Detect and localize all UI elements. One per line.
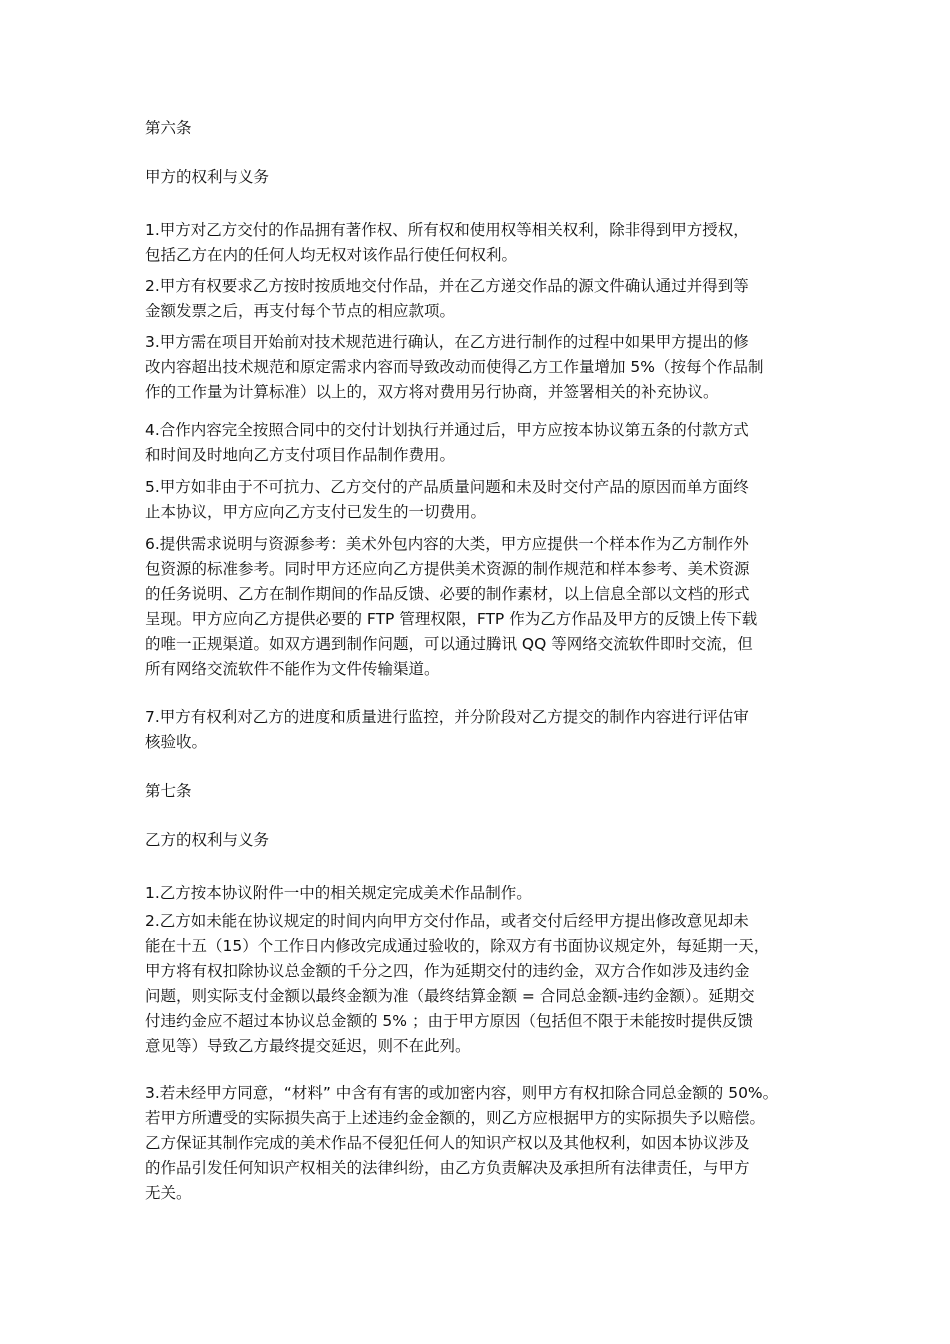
party-b-clause-1: 1.乙方按本协议附件一中的相关规定完成美术作品制作。 bbox=[145, 884, 532, 902]
party-b-clause-3: 3.若未经甲方同意，“材料” 中含有有害的或加密内容，则甲方有权扣除合同总金额的 50%。 若甲方所遭受的实际损失高于上述违约金金额的，则乙方应根据甲方的实际损失予以赔偿。 乙方保证其制作完成的美术作品不侵犯任何人的知识产权以及其他权利，如因本协议涉及 的作品引发任何知识产权相关的法律纠纷，由乙方负责解决及承担所有法律责任，与甲方 无关。 bbox=[145, 1084, 779, 1202]
party-a-clause-1: 1.甲方对乙方交付的作品拥有著作权、所有权和使用权等相关权利，除非得到甲方授权， 包括乙方在内的任何人均无权对该作品行使任何权利。 bbox=[145, 221, 749, 264]
article-seven-heading: 第七条 bbox=[145, 782, 192, 800]
party-b-rights-title: 乙方的权利与义务 bbox=[145, 831, 270, 849]
party-a-clause-5: 5.甲方如非由于不可抗力、乙方交付的产品质量问题和未及时交付产品的原因而单方面终 止本协议，甲方应向乙方支付已发生的一切费用。 bbox=[145, 478, 749, 521]
party-b-clause-2: 2.乙方如未能在协议规定的时间内向甲方交付作品，或者交付后经甲方提出修改意见却未 能在十五（15）个工作日内修改完成通过验收的，除双方有书面协议规定外，每延期一天， 甲方将有权扣除协议总金额的千分之四，作为延期交付的违约金，双方合作如涉及违约金 问题，则实际支付金额以最终金额为准（最终结算金额 = 合同总金额-违约金额）。延期交 付违约金应不超过本协议总金额的 5% ；由于甲方原因（包括但不限于未能按时提供反馈 意见等）导致乙方最终提交延迟，则不在此列。 bbox=[145, 912, 770, 1055]
party-a-rights-title: 甲方的权利与义务 bbox=[145, 168, 270, 186]
party-a-clause-7: 7.甲方有权利对乙方的进度和质量进行监控，并分阶段对乙方提交的制作内容进行评估审 核验收。 bbox=[145, 708, 749, 751]
party-a-clause-3: 3.甲方需在项目开始前对技术规范进行确认，在乙方进行制作的过程中如果甲方提出的修 改内容超出技术规范和原定需求内容而导致改动而使得乙方工作量增加 5%（按每个作品制 作的工作量为计算标准）以上的，双方将对费用另行协商，并签署相关的补充协议。 bbox=[145, 333, 764, 401]
article-six-heading: 第六条 bbox=[145, 119, 192, 137]
party-a-clause-6: 6.提供需求说明与资源参考：美术外包内容的大类，甲方应提供一个样本作为乙方制作外 包资源的标准参考。同时甲方还应向乙方提供美术资源的制作规范和样本参考、美术资源 的任务说明、乙方在制作期间的作品反馈、必要的制作素材，以上信息全部以文档的形式 呈现。甲方应向乙方提供必要的 FTP 管理权限，FTP 作为乙方作品及甲方的反馈上传下载 的唯一正规渠道。如双方遇到制作问题，可以通过腾讯 QQ 等网络交流软件即时交流，但 所有网络交流软件不能作为文件传输渠道。 bbox=[145, 535, 758, 678]
party-a-clause-2: 2.甲方有权要求乙方按时按质地交付作品，并在乙方递交作品的源文件确认通过并得到等 金额发票之后，再支付每个节点的相应款项。 bbox=[145, 277, 749, 320]
party-a-clause-4: 4.合作内容完全按照合同中的交付计划执行并通过后，甲方应按本协议第五条的付款方式 和时间及时地向乙方支付项目作品制作费用。 bbox=[145, 421, 749, 464]
